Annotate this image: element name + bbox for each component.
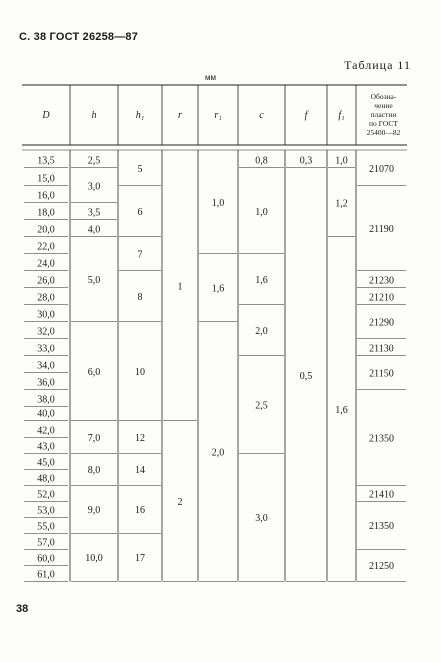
- cell-c: 2,0: [255, 325, 268, 337]
- cell-c: 1,0: [255, 206, 268, 218]
- cell-D: 45,0: [37, 457, 55, 469]
- cell-oboz: 21210: [369, 292, 394, 304]
- cell-h1: 6: [137, 206, 143, 218]
- col-header-h1: h₁: [135, 110, 145, 121]
- cell-D: 20,0: [37, 224, 55, 236]
- cell-h1: 10: [135, 366, 145, 378]
- cell-oboz: 21410: [369, 489, 394, 501]
- cell-D: 42,0: [37, 425, 55, 437]
- cell-D: 24,0: [37, 258, 55, 270]
- cell-c: 3,0: [255, 512, 268, 524]
- cell-r1: 1,0: [211, 197, 225, 209]
- col-header-oboz-line: 25400—82: [366, 128, 401, 137]
- cell-D: 22,0: [37, 241, 55, 253]
- cell-oboz: 21290: [369, 317, 394, 329]
- cell-c: 0,8: [255, 155, 268, 167]
- cell-c: 1,6: [255, 274, 268, 286]
- cell-oboz: 21350: [369, 433, 394, 445]
- cell-h: 7,0: [87, 432, 101, 444]
- cell-f1: 1,6: [335, 404, 348, 416]
- cell-h: 9,0: [87, 504, 101, 516]
- col-header-r: r: [178, 110, 182, 121]
- cell-D: 43,0: [37, 441, 55, 453]
- cell-D: 38,0: [37, 394, 55, 406]
- cell-h1: 8: [137, 291, 143, 303]
- cell-D: 13,5: [37, 155, 55, 167]
- cell-oboz: 21070: [369, 163, 394, 175]
- col-header-f: f: [304, 110, 308, 121]
- col-header-D: D: [42, 110, 50, 121]
- cell-D: 61,0: [37, 569, 55, 581]
- cell-D: 18,0: [37, 207, 55, 219]
- cell-h: 5,0: [87, 274, 101, 286]
- col-header-f1: f₁: [338, 110, 345, 121]
- cell-D: 36,0: [37, 377, 55, 389]
- col-header-oboz-line: по ГОСТ: [369, 119, 398, 128]
- cell-r: 1: [177, 281, 183, 293]
- cell-h1: 12: [135, 432, 145, 444]
- cell-D: 40,0: [37, 408, 55, 420]
- cell-oboz: 21130: [369, 343, 394, 355]
- cell-D: 33,0: [37, 343, 55, 355]
- cell-D: 28,0: [37, 292, 55, 304]
- cell-h: 10,0: [85, 552, 103, 564]
- cell-oboz: 21190: [369, 223, 394, 235]
- cell-h1: 17: [135, 552, 145, 564]
- col-header-c: c: [259, 110, 264, 121]
- cell-h: 6,0: [87, 366, 101, 378]
- cell-r: 2: [177, 496, 183, 508]
- cell-D: 26,0: [37, 275, 55, 287]
- cell-D: 16,0: [37, 190, 55, 202]
- col-header-oboz-line: Обозна-: [370, 92, 397, 101]
- page-number: 38: [16, 603, 29, 615]
- unit-label: мм: [205, 73, 216, 82]
- col-header-h: h: [91, 110, 97, 121]
- col-header-r1: r₁: [214, 110, 222, 121]
- cell-oboz: 21150: [369, 368, 394, 380]
- page-header: С. 38 ГОСТ 26258—87: [19, 31, 139, 43]
- cell-h1: 7: [137, 249, 143, 261]
- col-header-oboz-line: чение: [374, 101, 393, 110]
- cell-h: 4,0: [87, 224, 101, 236]
- cell-D: 48,0: [37, 473, 55, 485]
- table-label: Таблица 11: [344, 58, 411, 72]
- cell-h: 2,5: [87, 155, 101, 167]
- cell-D: 60,0: [37, 553, 55, 565]
- cell-h: 3,5: [87, 207, 101, 219]
- cell-oboz: 21230: [369, 275, 394, 287]
- cell-r1: 2,0: [211, 447, 225, 459]
- cell-oboz: 21250: [369, 560, 394, 572]
- cell-f1: 1,0: [335, 155, 348, 167]
- cell-h1: 16: [135, 504, 145, 516]
- cell-f1: 1,2: [335, 198, 348, 210]
- cell-D: 34,0: [37, 360, 55, 372]
- cell-r1: 1,6: [211, 283, 225, 295]
- cell-c: 2,5: [255, 400, 268, 412]
- cell-D: 53,0: [37, 505, 55, 517]
- cell-D: 52,0: [37, 489, 55, 501]
- cell-h1: 5: [137, 163, 143, 175]
- cell-h: 3,0: [87, 181, 101, 193]
- cell-oboz: 21350: [369, 520, 394, 532]
- cell-D: 57,0: [37, 537, 55, 549]
- cell-h: 8,0: [87, 464, 101, 476]
- cell-f: 0,3: [299, 155, 313, 167]
- cell-D: 15,0: [37, 173, 55, 185]
- cell-h1: 14: [135, 464, 145, 476]
- col-header-oboz-line: пластин: [370, 110, 397, 119]
- cell-f: 0,5: [299, 370, 313, 382]
- cell-D: 32,0: [37, 326, 55, 338]
- cell-D: 30,0: [37, 309, 55, 321]
- cell-D: 55,0: [37, 521, 55, 533]
